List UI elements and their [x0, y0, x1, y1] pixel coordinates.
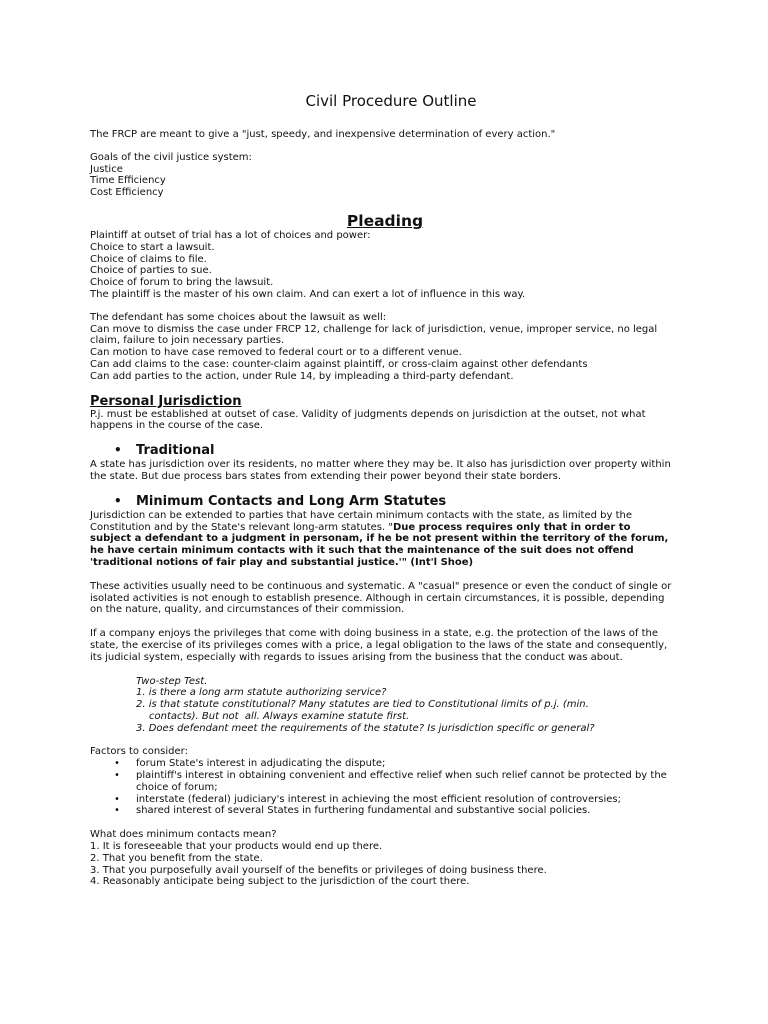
pleading-heading: Pleading — [346, 211, 424, 230]
bullet-icon: • — [114, 758, 120, 770]
bullet-icon: • — [114, 443, 122, 458]
list-item: • shared interest of several States in furthering fundamental and substantive social policies. — [114, 805, 591, 817]
goals-heading: Goals of the civil justice system: — [90, 151, 252, 163]
two-step-item: 1. is there a long arm statute authorizing service? — [136, 687, 387, 699]
meaning-item: 1. It is foreseeable that your products would end up there. — [90, 841, 383, 853]
plaintiff-line: Choice to start a lawsuit. — [90, 241, 215, 253]
defendant-line: Can add parties to the action, under Rule 14, by impleading a third-party defendant. — [90, 370, 514, 382]
goal-item: Justice — [90, 163, 123, 175]
personal-jurisdiction-heading: Personal Jurisdiction — [90, 393, 242, 409]
defendant-line: The defendant has some choices about the lawsuit as well: — [90, 311, 387, 323]
minimum-contacts-heading — [90, 494, 680, 509]
list-item: • plaintiff's interest in obtaining convenient and effective relief when such relief cannot be protected by the — [114, 770, 667, 782]
int-shoe-quote: subject a defendant to a judgment in personam, if he be not present within the territory of the forum, — [90, 533, 669, 545]
mc-text-mixed — [90, 522, 680, 534]
int-shoe-quote: Due process requires only that in order to — [392, 521, 631, 533]
mc-paragraph: on the nature, quality, and circumstances of their commission. — [90, 604, 405, 616]
mc-paragraph: These activities usually need to be continuous and systematic. A "casual" presence or even the conduct of single or — [90, 580, 672, 592]
traditional-heading — [90, 443, 680, 458]
mc-paragraph: isolated activities is not enough to establish presence. Although in certain circumstances, it is possible, depending — [90, 592, 665, 604]
mc-paragraph: its judicial system, especially with regards to issues arising from the business that the conduct was about. — [90, 651, 623, 663]
meaning-item: 4. Reasonably anticipate being subject to the jurisdiction of the court there. — [90, 876, 470, 888]
traditional-text: the state. But due process bars states from extending their power beyond their state borders. — [90, 470, 562, 482]
traditional-text: A state has jurisdiction over its residents, no matter where they may be. It also has jurisdiction over property within — [90, 459, 671, 471]
bullet-icon: • — [114, 770, 120, 782]
document-title: Civil Procedure Outline — [305, 92, 477, 110]
frcp-statement: The FRCP are meant to give a "just, speedy, and inexpensive determination of every action." — [90, 129, 556, 140]
meaning-item: 2. That you benefit from the state. — [90, 852, 263, 864]
mc-paragraph: If a company enjoys the privileges that come with doing business in a state, e.g. the protection of the laws of the — [90, 628, 658, 640]
plaintiff-line: Plaintiff at outset of trial has a lot of choices and power: — [90, 229, 371, 241]
defendant-line: claim, failure to join necessary parties. — [90, 335, 285, 347]
plaintiff-line: Choice of claims to file. — [90, 253, 207, 265]
two-step-item-continued: contacts). But not all. Always examine statute first. — [149, 710, 410, 722]
bullet-icon: • — [114, 805, 120, 817]
factors-list — [90, 758, 680, 817]
goal-item: Cost Efficiency — [90, 187, 164, 199]
mc-text-plain: Constitution and by the State's relevant long-arm statutes. " — [90, 521, 393, 533]
defendant-line: Can motion to have case removed to federal court or to a different venue. — [90, 347, 462, 359]
plaintiff-line: Choice of parties to sue. — [90, 265, 212, 277]
int-shoe-quote: he have certain minimum contacts with it such that the maintenance of the suit does not offend — [90, 545, 634, 557]
meaning-heading: What does minimum contacts mean? — [90, 829, 277, 841]
meaning-item: 3. That you purposefully avail yourself of the benefits or privileges of doing business there. — [90, 864, 547, 876]
mc-text: Jurisdiction can be extended to parties that have certain minimum contacts with the state, as limited by the — [90, 509, 633, 521]
plaintiff-line: Choice of forum to bring the lawsuit. — [90, 277, 274, 289]
defendant-line: Can move to dismiss the case under FRCP 12, challenge for lack of jurisdiction, venue, improper service, no legal — [90, 323, 658, 335]
goal-item: Time Efficiency — [90, 175, 166, 187]
pj-text: P.j. must be established at outset of case. Validity of judgments depends on jurisdiction at the outset, not what — [90, 408, 646, 420]
traditional-heading-text: Traditional — [136, 443, 215, 459]
defendant-line: Can add claims to the case: counter-claim against plaintiff, or cross-claim against other defendants — [90, 358, 588, 370]
mc-paragraph: state, the exercise of its privileges comes with a price, a legal obligation to the laws of the state and consequently, — [90, 639, 668, 651]
minimum-contacts-heading-text: Minimum Contacts and Long Arm Statutes — [136, 493, 447, 509]
list-item: • interstate (federal) judiciary's interest in achieving the most efficient resolution of controversies; — [114, 793, 621, 805]
two-step-test — [90, 676, 680, 735]
list-item: • forum State's interest in adjudicating the dispute; — [114, 758, 386, 770]
two-step-item: 2. is that statute constitutional? Many statutes are tied to Constitutional limits of p.j. (min. — [136, 699, 589, 711]
list-item-continued: choice of forum; — [136, 781, 218, 793]
bullet-icon: • — [114, 493, 122, 508]
document-page — [90, 92, 680, 888]
plaintiff-line: The plaintiff is the master of his own claim. And can exert a lot of influence in this way. — [90, 288, 526, 300]
two-step-item: 3. Does defendant meet the requirements of the statute? Is jurisdiction specific or general? — [136, 722, 595, 734]
pj-text: happens in the course of the case. — [90, 420, 264, 432]
two-step-heading: Two-step Test. — [136, 675, 208, 687]
bullet-icon: • — [114, 793, 120, 805]
int-shoe-quote: 'traditional notions of fair play and substantial justice.'" (Int'l Shoe) — [90, 556, 474, 568]
factors-heading: Factors to consider: — [90, 746, 188, 758]
